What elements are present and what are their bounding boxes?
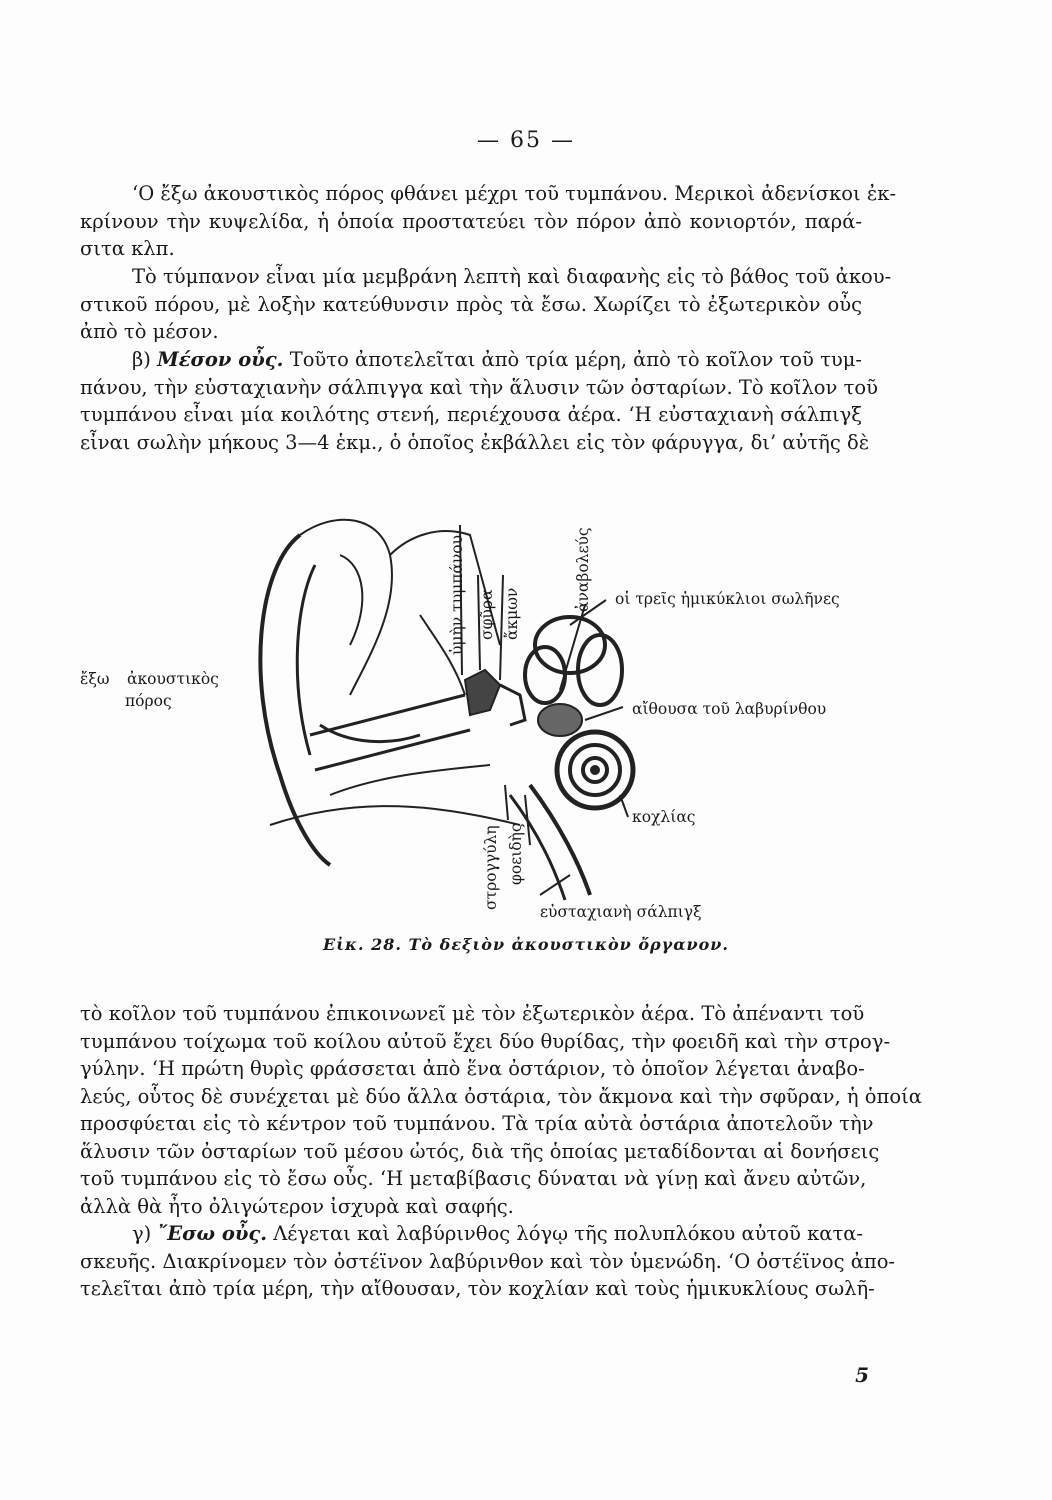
- label-semicircular-canals: οἱ τρεῖς ἡμικύκλιοι σωλῆνες: [615, 590, 840, 608]
- signature-mark: 5: [855, 1363, 869, 1387]
- text-line: πάνου, τὴν εὐσταχιανὴν σάλπιγγα καὶ τὴν ἅλυσιν τῶν ὀσταρίων. Τὸ κοῖλον τοῦ: [80, 375, 878, 399]
- label-outer-canal-1: ἔξω: [80, 670, 110, 688]
- text-line: λεύς, οὗτος δὲ συνέχεται μὲ δύο ἄλλα ὀστάρια, τὸν ἄκμονα καὶ τὴν σφῦραν, ἡ ὁποία: [80, 1084, 922, 1108]
- label-eardrum: ὑμὴν τυμπάνου: [448, 534, 466, 655]
- text-line: σιτα κλπ.: [80, 237, 175, 260]
- paragraph-outer-canal: [80, 180, 897, 263]
- text-line: τοῦ τυμπάνου εἰς τὸ ἔσω οὖς. ‘Η μεταβίβασις δύναται νὰ γίνῃ καὶ ἄνευ αὐτῶν,: [80, 1167, 867, 1190]
- text-line: εἶναι σωλὴν μήκους 3—4 ἑκμ., ὁ ὁποῖος ἐκβάλλει εἰς τὸν φάρυγγα, δι’ αὐτῆς δὲ: [80, 430, 870, 454]
- text-line: στικοῦ πόρου, μὲ λοξὴν κατεύθυνσιν πρὸς τὰ ἔσω. Χωρίζει τὸ ἐξωτερικὸν οὖς: [80, 292, 862, 316]
- page-number: — 65 —: [477, 128, 575, 153]
- text-line: τυμπάνου τοίχωμα τοῦ κοίλου αὐτοῦ ἔχει δύο θυρίδας, τὴν φοειδῆ καὶ τὴν στρογ-: [80, 1029, 891, 1053]
- text-line: ἀλλὰ θὰ ἦτο ὀλιγώτερον ἰσχυρὰ καὶ σαφής.: [80, 1194, 514, 1218]
- label-cochlea: κοχλίας: [632, 808, 696, 826]
- label-oval-window: φοειδὴς: [507, 823, 525, 885]
- section-heading: Μέσον οὖς.: [157, 348, 284, 371]
- text-line: ‘Ο ἔξω ἀκουστικὸς πόρος φθάνει μέχρι τοῦ τυμπάνου. Μερικοὶ ἀδενίσκοι ἐκ-: [132, 182, 897, 205]
- caption-prefix: Εἰκ. 28.: [323, 935, 402, 954]
- text-line: [80, 1220, 862, 1248]
- label-eustachian-tube: εὐσταχιανὴ σάλπιγξ: [540, 903, 702, 921]
- text-line: τελεῖται ἀπὸ τρία μέρη, τὴν αἴθουσαν, τὸν κοχλίαν καὶ τοὺς ἡμικυκλίους σωλῆ-: [80, 1277, 875, 1300]
- text-run: Λέγεται καὶ λαβύρινθος λόγῳ τῆς πολυπλόκου αὐτοῦ κατα-: [273, 1222, 863, 1245]
- label-stirrup: ἀναβολεύς: [574, 527, 592, 612]
- text-line: προσφύεται εἰς τὸ κέντρον τοῦ τυμπάνου. Τὰ τρία αὐτὰ ὀστάρια ἀποτελοῦν τὴν: [80, 1112, 874, 1135]
- paragraph-tympanic-cavity: [80, 1000, 922, 1220]
- section-label: β): [132, 348, 151, 371]
- label-outer-canal-3: πόρος: [125, 692, 172, 710]
- text-line: Τὸ τύμπανον εἶναι μία μεμβράνη λεπτὴ καὶ διαφανὴς εἰς τὸ βάθος τοῦ ἀκου-: [132, 265, 892, 288]
- label-anvil: ἄκμων: [503, 587, 521, 640]
- text-line: τὸ κοῖλον τοῦ τυμπάνου ἐπικοινωνεῖ μὲ τὸν ἐξωτερικὸν ἀέρα. Τὸ ἀπέναντι τοῦ: [80, 1002, 865, 1025]
- label-round-window: στρογγύλη: [482, 825, 500, 910]
- label-outer-canal-2: ἀκουστικὸς: [127, 670, 219, 688]
- text-line: σκευῆς. Διακρίνομεν τὸν ὀστέϊνον λαβύρινθον καὶ τὸν ὑμενώδη. ‘Ο ὀστέϊνος ἀπο-: [80, 1249, 896, 1273]
- text-line: γύλην. ‘Η πρώτη θυρὶς φράσσεται ἀπὸ ἕνα ὀστάριον, τὸ ὁποῖον λέγεται ἀναβο-: [80, 1057, 865, 1080]
- label-vestibule: αἴθουσα τοῦ λαβυρίνθου: [632, 700, 827, 718]
- section-heading: ῎Εσω οὖς.: [157, 1222, 268, 1245]
- paragraph-middle-ear: [80, 346, 878, 456]
- figure-caption: [0, 935, 1052, 954]
- text-line: τυμπάνου εἶναι μία κοιλότης στενή, περιέχουσα ἀέρα. ‘Η εὐσταχιανὴ σάλπιγξ: [80, 403, 862, 426]
- text-line: [80, 346, 862, 374]
- text-line: ἅλυσιν τῶν ὀσταρίων τοῦ μέσου ὠτός, διὰ τῆς ὁποίας μεταδίδονται αἱ δονήσεις: [80, 1139, 880, 1163]
- text-line: κρίνουν τὴν κυψελίδα, ἡ ὁποία προστατεύει τὸν πόρον ἀπὸ κονιορτόν, παρά-: [80, 209, 862, 233]
- text-run: Τοῦτο ἀποτελεῖται ἀπὸ τρία μέρη, ἀπὸ τὸ κοῖλον τοῦ τυμ-: [289, 348, 863, 371]
- caption-text: Τὸ δεξιὸν ἀκουστικὸν ὄργανον.: [408, 935, 729, 954]
- paragraph-eardrum: [80, 263, 892, 346]
- label-hammer: σφῦρα: [478, 589, 496, 640]
- section-label: γ): [132, 1222, 152, 1245]
- text-line: ἀπὸ τὸ μέσον.: [80, 320, 219, 343]
- paragraph-inner-ear: [80, 1220, 896, 1303]
